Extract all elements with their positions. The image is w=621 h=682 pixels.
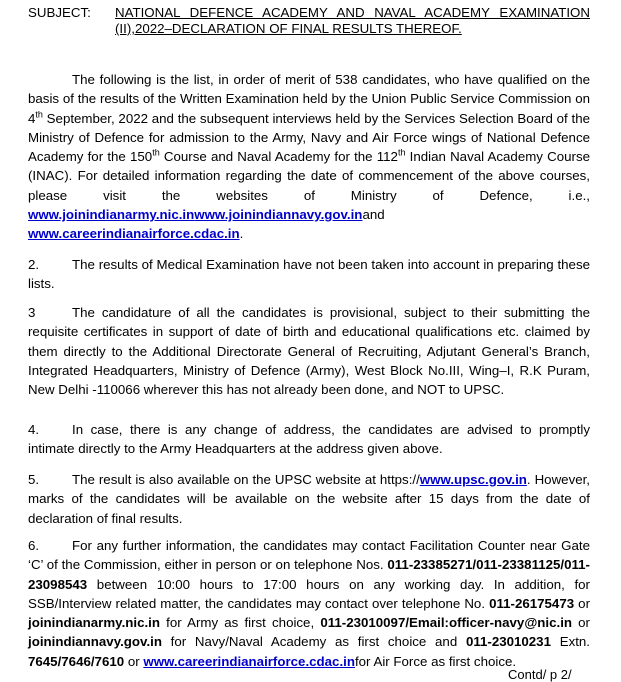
para6-number: 6. <box>28 538 40 553</box>
para5-number: 5. <box>28 472 40 487</box>
continued-marker: Contd/ p 2/ <box>508 667 572 682</box>
navy-phone-email: 011-23010097/Email:officer-navy@nic.in <box>320 615 573 631</box>
army-website-link[interactable]: www.joinindianarmy.nic.in <box>28 207 195 223</box>
para1-text-5: and <box>362 207 385 223</box>
subject-label: SUBJECT: <box>28 5 91 20</box>
navy-contact: joinindiannavy.gov.in <box>28 634 162 650</box>
subject-text: NATIONAL DEFENCE ACADEMY AND NAVAL ACADEMY EXAMINATION (II),2022–DECLARATION OF FINAL RESULTS THEREOF. <box>115 5 590 36</box>
paragraph-4 <box>28 420 590 459</box>
airforce-contact-link[interactable]: www.careerindianairforce.cdac.in <box>143 653 355 669</box>
para6-text-1: For any further information, the candidates may contact Facilitation Counter near Gate ‘C’ of the Commission, either in person or on telephone Nos. <box>28 538 590 573</box>
facilitation-phone-numbers: 011-23385271/011-23381125/011-23098543 <box>28 557 590 592</box>
para1-text-4: Indian Naval Academy Course (INAC). For detailed information regarding the date of commencement of the above courses, please visit the websites of Ministry of Defence, i.e., <box>28 149 590 203</box>
navy-website-link[interactable]: www.joinindiannavy.gov.in <box>194 207 363 223</box>
airforce-phone-number: 011-23010231 <box>465 634 551 650</box>
para4-text: In case, there is any change of address, the candidates are advised to promptly intimate directly to the Army Headquarters at the address given above. <box>28 422 590 457</box>
upsc-website-link[interactable]: www.upsc.gov.in <box>419 472 527 487</box>
paragraph-2 <box>28 255 590 294</box>
para1-text-2: September, 2022 and the subsequent interviews held by the Services Selection Board of the Ministry of Defence for admission to the Army, Navy and Air Force wings of National Defence Academy for the 150 <box>28 110 590 165</box>
para2-number: 2. <box>28 257 40 272</box>
para5-text-1: The result is also available on the UPSC website at https:// <box>72 472 420 487</box>
para6-text-5: or <box>572 615 590 631</box>
para1-text-1: The following is the list, in order of merit of 538 candidates, who have qualified on the basis of the results of the Written Examination held by the Union Public Service Commission on 4 <box>28 72 590 126</box>
para5-text-2: . However, marks of the candidates will be available on the website after 15 days from the date of declaration of final results. <box>28 472 591 526</box>
para1-text-3: Course and Naval Academy for the 112 <box>159 149 398 165</box>
para2-text: The results of Medical Examination have not been taken into account in preparing these lists. <box>28 257 590 292</box>
para6-text-6: for Navy/Naval Academy as first choice and <box>161 634 466 650</box>
para6-text-2: between 10:00 hours to 17:00 hours on any working day. In addition, for SSB/Interview related matter, the candidates may contact over telephone No. <box>28 576 590 611</box>
para6-text-8: or <box>124 653 144 669</box>
para3-text: The candidature of all the candidates is provisional, subject to their submitting the requisite certificates in support of date of birth and educational qualifications etc. claimed by them directly to the Additional Directorate General of Recruiting, Adjutant General’s Branch, Integrated Headquarters, Ministry of Defence (Army), West Block No.III, Wing–I, R.K Puram, New Delhi -110066 wherever this has not already been done, and NOT to UPSC. <box>28 305 590 398</box>
ssb-phone-number: 011-26175473 <box>489 595 575 611</box>
paragraph-3 <box>28 303 590 399</box>
para6-text-3: or <box>574 595 590 611</box>
para1-sup-3: th <box>397 147 406 158</box>
para6-text-7: Extn. <box>550 634 590 650</box>
army-contact: joinindianarmy.nic.in <box>28 615 161 631</box>
paragraph-6 <box>28 536 590 671</box>
para6-text-9: for Air Force as first choice. <box>354 653 517 669</box>
para1-sup-2: th <box>152 147 160 158</box>
airforce-website-link[interactable]: www.careerindianairforce.cdac.in <box>28 226 240 242</box>
airforce-extension: 7645/7646/7610 <box>28 653 125 669</box>
para3-number: 3 <box>28 305 36 320</box>
para1-text-6: . <box>239 226 244 242</box>
para6-text-4: for Army as first choice, <box>160 615 321 631</box>
paragraph-5 <box>28 470 590 528</box>
para4-number: 4. <box>28 422 40 437</box>
paragraph-1 <box>28 70 590 244</box>
para1-sup-1: th <box>35 109 43 120</box>
